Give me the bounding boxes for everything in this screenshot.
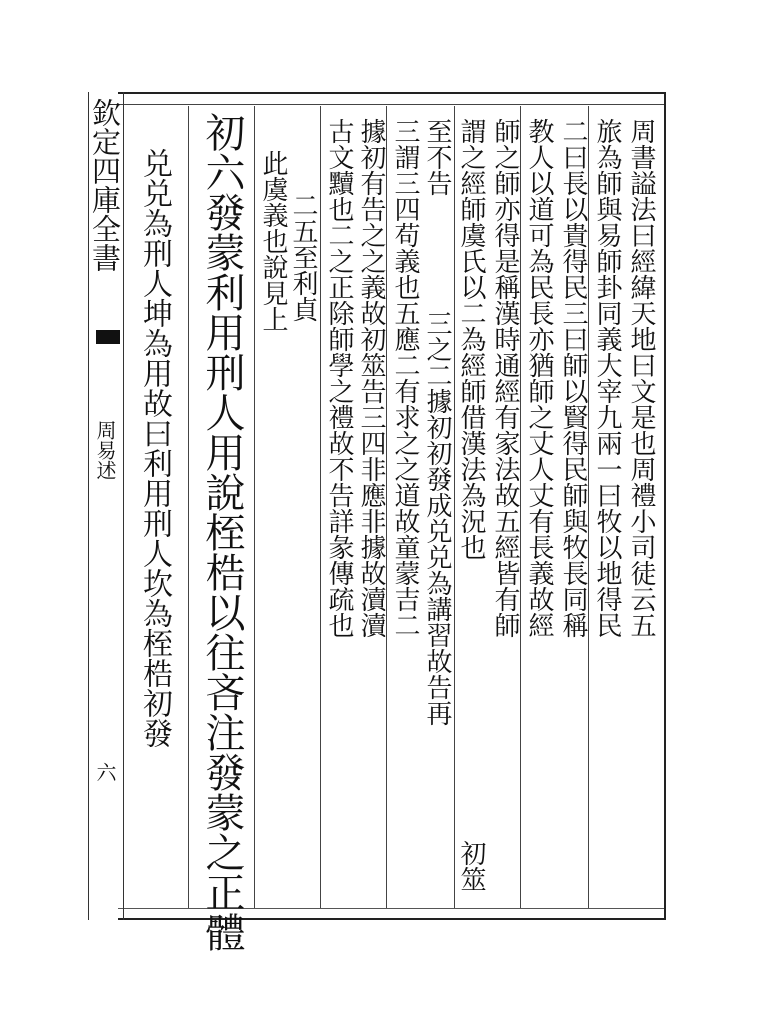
column-divider xyxy=(254,106,255,908)
column-divider xyxy=(320,106,321,908)
text-column: 此虞義也說見上 xyxy=(258,150,288,332)
text-column: 三謂三四苟義也五應二有求之之道故童蒙吉二 xyxy=(390,118,420,638)
section-title: 周易述 xyxy=(93,420,117,480)
column-divider xyxy=(188,106,189,908)
fishtail-mark xyxy=(96,330,120,344)
frame-top-inner-border xyxy=(118,104,666,105)
text-column: 謂之經師虞氏以二為經師借漢法為況也 xyxy=(456,118,486,560)
text-column: 二五至利貞 xyxy=(288,192,318,322)
text-column: 古文黷也二之正除師學之禮故不告詳彖傳疏也 xyxy=(324,118,354,638)
frame-right-border xyxy=(664,92,666,920)
text-column: 據初有告之之義故初筮告三四非應非據故瀆瀆 xyxy=(356,118,386,638)
text-column: 教人以道可為民長亦猶師之丈人丈有長義故經 xyxy=(524,118,554,638)
text-column: 周書謚法曰經緯天地曰文是也周禮小司徒云五 xyxy=(626,118,656,638)
text-column: 二曰長以貴得民三曰師以賢得民師與牧長同稱 xyxy=(558,118,588,638)
column-divider xyxy=(454,106,455,908)
text-column: 旅為師與易師卦同義大宰九兩一曰牧以地得民 xyxy=(592,118,622,638)
frame-top-border xyxy=(118,92,666,94)
book-title: 欽定四庫全書 xyxy=(88,98,122,272)
text-column-main: 兑兑為刑人坤為用故曰利用刑人坎為桎梏初發 xyxy=(137,148,172,748)
text-column-fragment: 三之二據初初發成兑兑為講習故告再 xyxy=(422,310,452,726)
column-divider xyxy=(588,106,589,908)
column-divider xyxy=(386,106,387,908)
column-divider xyxy=(520,106,521,908)
text-column: 師之師亦得是稱漢時通經有家法故五經皆有師 xyxy=(490,118,520,638)
text-column-main: 初六發蒙利用刑人用說桎梏以往吝注發蒙之正體 xyxy=(199,112,245,952)
text-column-fragment: 初筮 xyxy=(456,840,486,892)
text-column: 至不告 xyxy=(422,118,452,196)
page-number: 六 xyxy=(93,762,117,782)
